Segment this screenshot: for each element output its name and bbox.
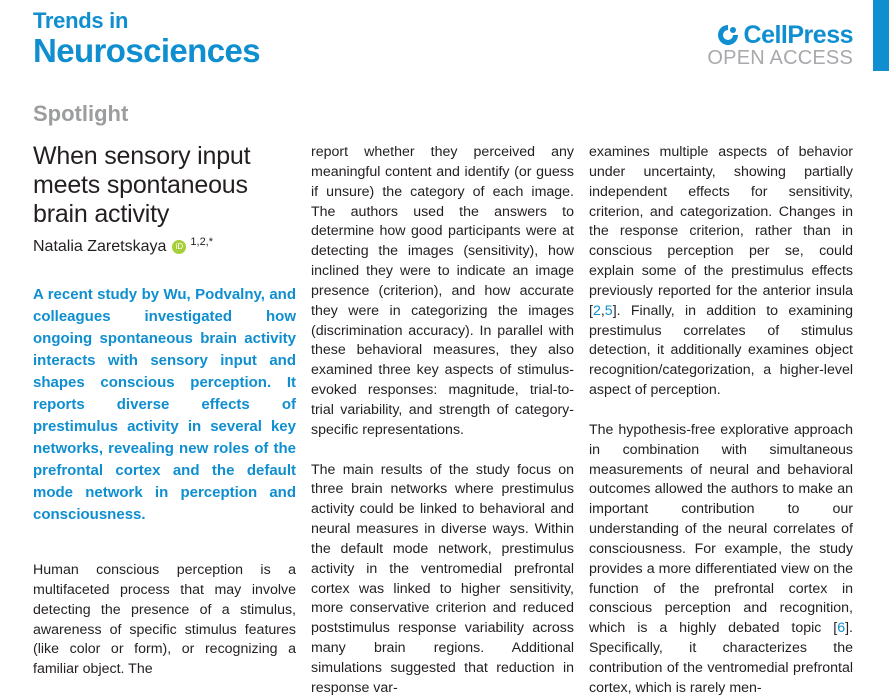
body-column-2 — [311, 143, 574, 699]
publisher-name-row — [707, 22, 853, 48]
paragraph-gap — [311, 441, 574, 461]
body-column-1 — [33, 561, 296, 680]
title-line: brain activity — [33, 200, 170, 228]
article-type-label: Spotlight — [33, 101, 129, 126]
article-title — [33, 142, 250, 229]
text-run: ]. Finally, in addition to examining prestimulus correlates of stimulus detection, it additionally examines object recognition/categorization, a higher-level aspect of perception. — [589, 302, 853, 399]
journal-name-line2: Neurosciences — [33, 32, 260, 69]
body-paragraph: The main results of the study focus on three brain networks where prestimulus activity could be linked to behavioral and neural measures in diverse ways. Within the default mode network, prestimulus activity in the ventromedial prefrontal cortex was linked to higher sensitivity, more conservative criterion and reduced poststimulus response variability across many brain regions. Additional simulations suggested that reduction in response var- — [311, 461, 574, 696]
text-run: The hypothesis-free explorative approach in combination with simultaneous measurements of neural and behavioral outcomes allowed the authors to make an important contribution to our understanding of the neural correlates of consciousness. For example, the study provides a more differentiated view on the function of the prefrontal cortex in conscious perception and recognition, which is a highly debated topic [ — [589, 421, 853, 637]
citation-link[interactable]: 5 — [604, 302, 613, 319]
corner-accent-bar — [873, 0, 889, 71]
text-run: , — [600, 302, 605, 319]
body-paragraph: report whether they perceived any meaningful content and identify (or guess if unsure) the category of each image. The authors used the answers to determine how good participants were at detecting the images (sensitivity), how inclined they were to indicate an image presence (criterion), and how accurate they were in categorizing the images (discrimination accuracy). In parallel with these behavioral measures, they also examined three key aspects of stimulus-evoked responses: magnitude, trial-to-trial variability, and strength of category-specific representations. — [311, 144, 574, 438]
open-access-label: OPEN ACCESS — [707, 47, 853, 69]
title-line: When sensory input — [33, 142, 251, 170]
abstract: A recent study by Wu, Podvalny, and colleagues investigated how ongoing spontaneous brain activity interacts with sensory input and shapes conscious perception. It reports diverse effects of prestimulus activity in several key networks, revealing new roles of the prefrontal cortex and the default mode network in perception and consciousness. — [33, 286, 296, 523]
journal-name — [33, 8, 260, 68]
citation-link[interactable]: 2 — [592, 302, 601, 319]
publisher-name: CellPress — [743, 21, 853, 49]
body-column-3 — [589, 143, 853, 699]
journal-name-line1: Trends in — [33, 8, 129, 33]
publisher-brand — [707, 22, 853, 68]
body-paragraph — [589, 143, 853, 401]
author-affiliation[interactable]: 1,2,* — [190, 236, 214, 248]
body-paragraph: Human conscious perception is a multifaceted process that may involve detecting the presence of a stimulus, awareness of specific stimulus features (like color or form), or recognizing a familiar object. The — [33, 562, 296, 678]
author-name[interactable]: Natalia Zaretskaya — [33, 238, 167, 255]
cellpress-logo-icon — [716, 23, 740, 47]
title-line: meets spontaneous — [33, 171, 248, 199]
orcid-icon[interactable]: iD — [172, 240, 186, 254]
body-paragraph — [589, 421, 853, 699]
paragraph-gap — [589, 401, 853, 421]
text-run: examines multiple aspects of behavior under uncertainty, showing partially independent effects for sensitivity, criterion, and categorization. Changes in the response criterion, rather than in conscious perception per se, could explain some of the prestimulus effects previously reported for the anterior insula [ — [589, 144, 853, 319]
citation-link[interactable]: 6 — [837, 620, 846, 637]
author-line — [33, 238, 213, 256]
text-run: ]. Specifically, it characterizes the contribution of the ventromedial prefrontal cortex, which is rarely men- — [589, 620, 853, 696]
